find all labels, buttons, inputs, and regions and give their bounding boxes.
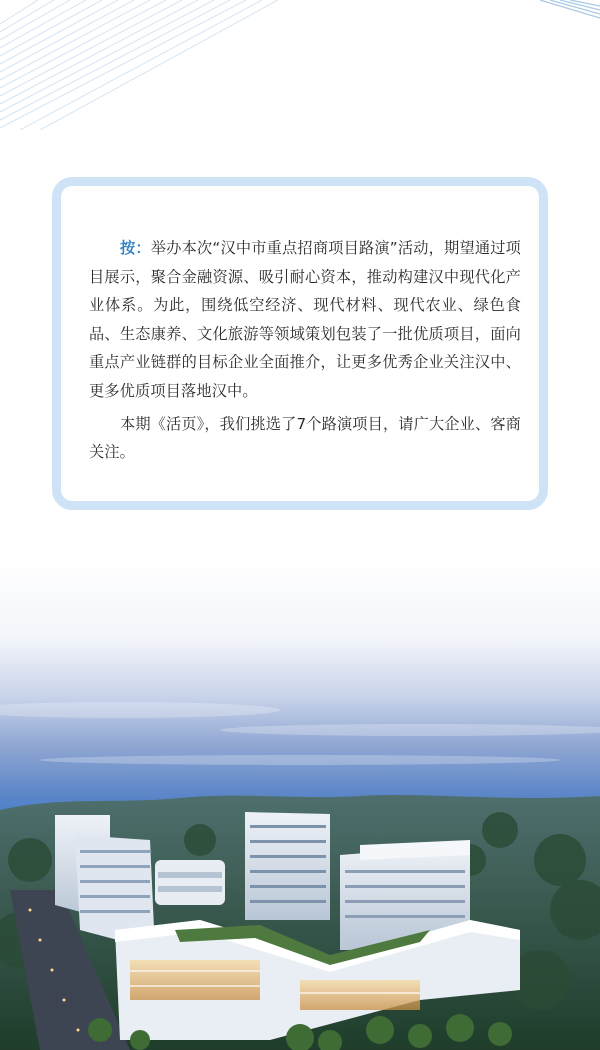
building-complex-rendering (0, 560, 600, 1050)
note-paragraph-1 (89, 234, 521, 406)
building-rotunda (155, 860, 225, 905)
decorative-lines-top-right (520, 0, 600, 20)
editor-note-box (52, 177, 548, 510)
note-paragraph-2: 本期《活页》，我们挑选了7个路演项目，请广大企业、客商关注。 (89, 414, 521, 462)
editor-note-text (89, 234, 521, 471)
building-center-tower (245, 812, 330, 920)
note-label: 按： (120, 239, 151, 257)
decorative-lines-top-left (0, 0, 300, 130)
note-paragraph-1-text: 举办本次“汉中市重点招商项目路演”活动，期望通过项目展示，聚合金融资源、吸引耐心资本，推动构建汉中现代化产业体系。为此，围绕低空经济、现代材料、现代农业、绿色食品、生态康养、文化旅游等领域策划包装了一批优质项目，面向重点产业链群的目标企业全面推介，让更多优秀企业关注汉中、更多优质项目落地汉中。 (89, 239, 521, 400)
